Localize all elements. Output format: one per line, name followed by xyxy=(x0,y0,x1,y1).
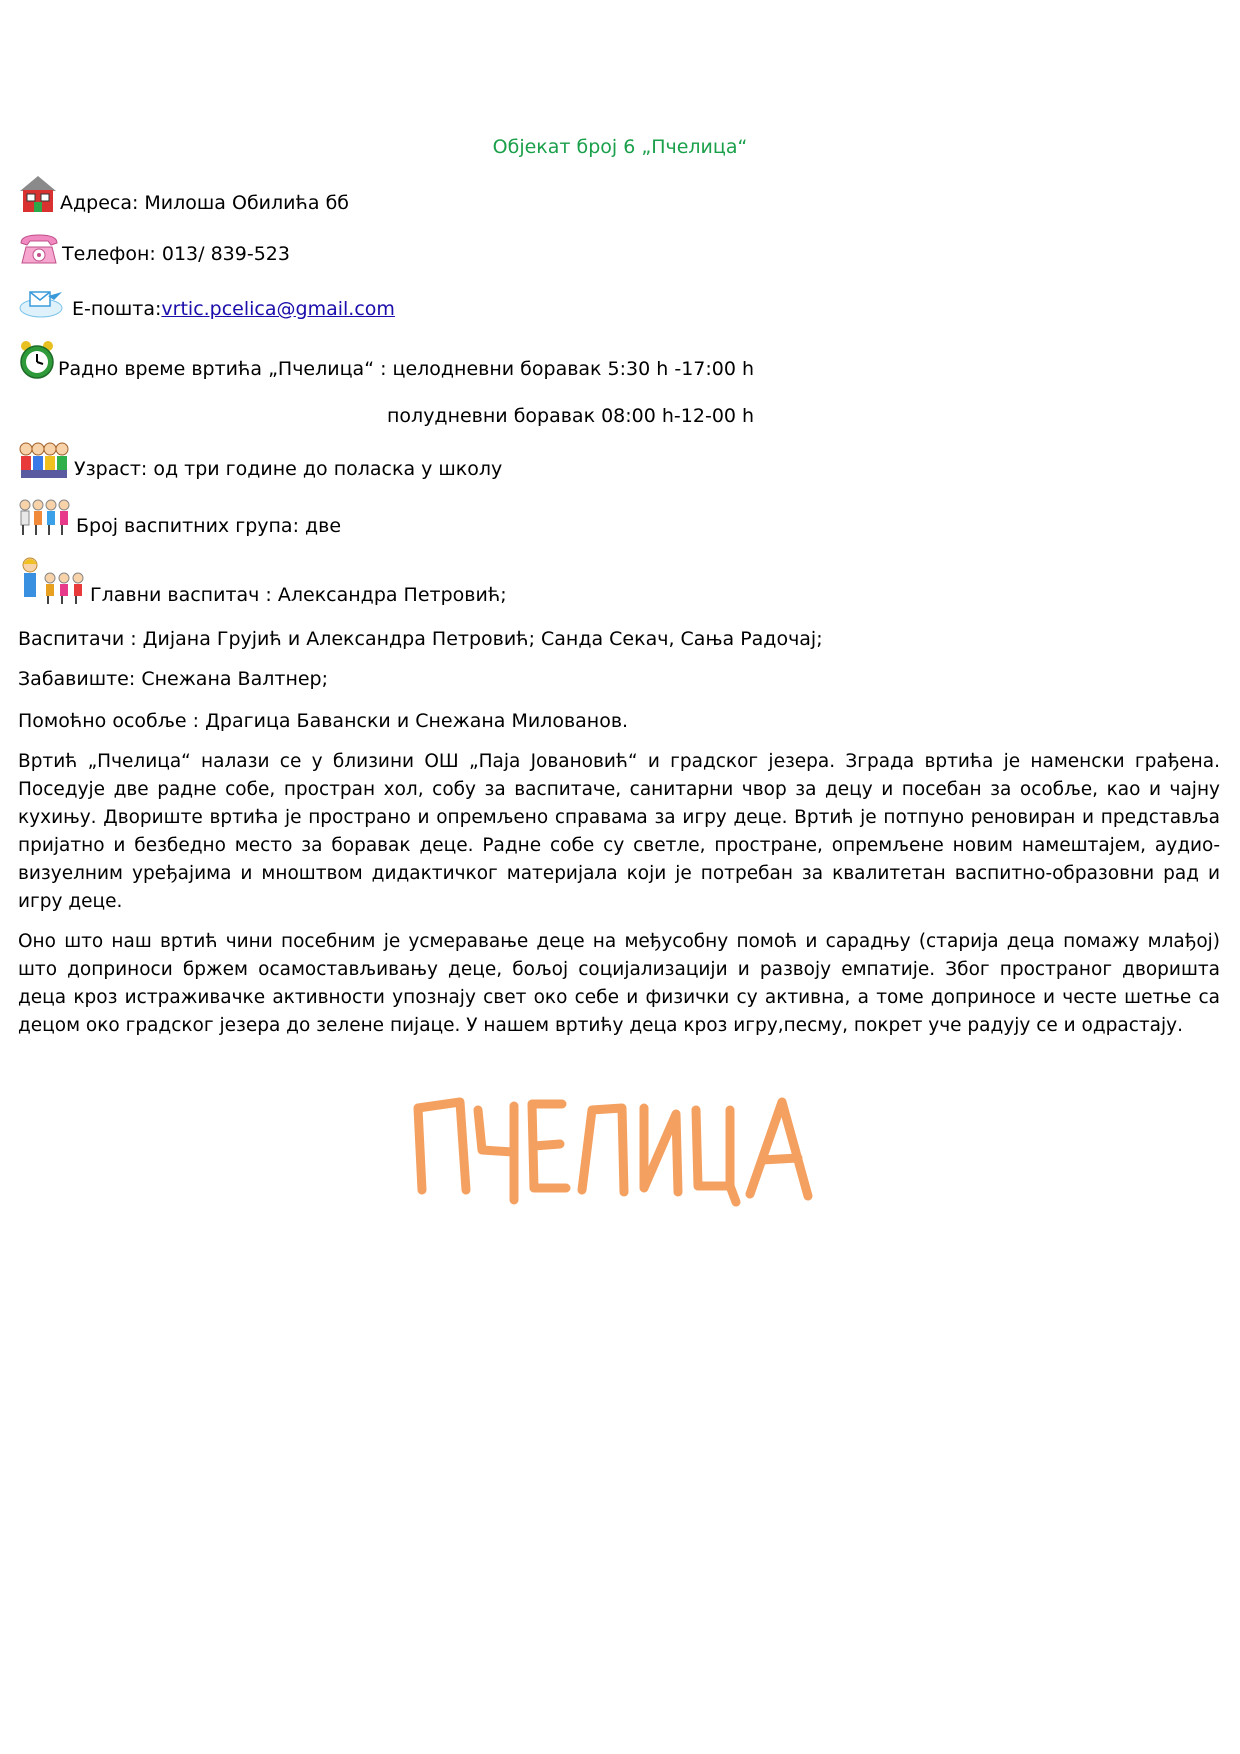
head-teacher-row xyxy=(18,556,507,606)
hours-line2: полудневни боравак 08:00 h-12-00 h xyxy=(387,405,755,427)
groups-row xyxy=(18,497,341,537)
email-label: Е-пошта: xyxy=(72,298,162,320)
children-group-icon xyxy=(18,497,74,537)
head-teacher-text: Главни васпитач : Александра Петровић; xyxy=(90,584,507,606)
email-link[interactable]: vrtic.pcelica@gmail.com xyxy=(161,298,395,320)
email-row xyxy=(18,286,395,320)
kindergarten-text: Забавиште: Снежана Валтнер; xyxy=(18,668,329,690)
hours-line1: Радно време вртића „Пчелица“ : целодневни боравак 5:30 h -17:00 h xyxy=(58,358,755,380)
children-icon xyxy=(18,440,72,480)
phone-row xyxy=(18,233,290,265)
paragraph-special: Оно што наш вртић чини посебним је усмеравање деце на међусобну помоћ и сарадњу (старија деца помажу млађој) што доприноси бржем осамостављивању деце, бољој социјализацији и развоју емпатије. Због пространог дворишта деца кроз истраживачке активности упознају свет око себе и физички су активна, а томе доприносе и честе шетње са децом око градског језера до зелене пијаце. У нашем вртићу деца кроз игру,песму, покрет уче радују се и одрастају. xyxy=(18,931,1220,1036)
house-icon xyxy=(18,174,58,214)
age-text: Узраст: од три године до поласка у школу xyxy=(74,458,503,480)
teachers-text: Васпитачи : Дијана Грујић и Александра Петровић; Санда Секач, Сања Радочај; xyxy=(18,628,823,650)
page-title: Објекат број 6 „Пчелица“ xyxy=(492,136,748,158)
groups-text: Број васпитних група: две xyxy=(76,515,342,537)
alarm-clock-icon xyxy=(18,340,56,380)
address-row xyxy=(18,174,349,214)
teacher-children-icon xyxy=(18,556,86,606)
age-row xyxy=(18,440,502,480)
paragraph-description: Вртић „Пчелица“ налази се у близини ОШ „Паја Јовановић“ и градског језера. Зграда вртића је наменски грађена. Поседује две радне собе, простран хол, собу за васпитаче, санитарни чвор за децу и посебан за особље, као и чајну кухињу. Двориште вртића је пространo и опремљено справама за игру деце. Вртић је потпуно реновиран и представља пријатно и безбедно место за боравак деце. Радне собе су светле, простране, опремљене новим намештајем, аудио-визуелним уређајима и мноштвом дидактичког материјала који је потребан за квалитетан васпитно-образовни рад и игру деце. xyxy=(18,751,1220,912)
phone-text: Телефон: 013/ 839-523 xyxy=(62,243,290,265)
staff-text: Помоћно особље : Драгица Бавански и Снежана Милованов. xyxy=(18,710,629,732)
airmail-icon xyxy=(18,286,64,320)
address-text: Адреса: Милоша Обилића бб xyxy=(60,192,350,214)
handwritten-signature xyxy=(410,1090,840,1210)
hours-row xyxy=(18,340,754,380)
telephone-icon xyxy=(18,233,60,265)
